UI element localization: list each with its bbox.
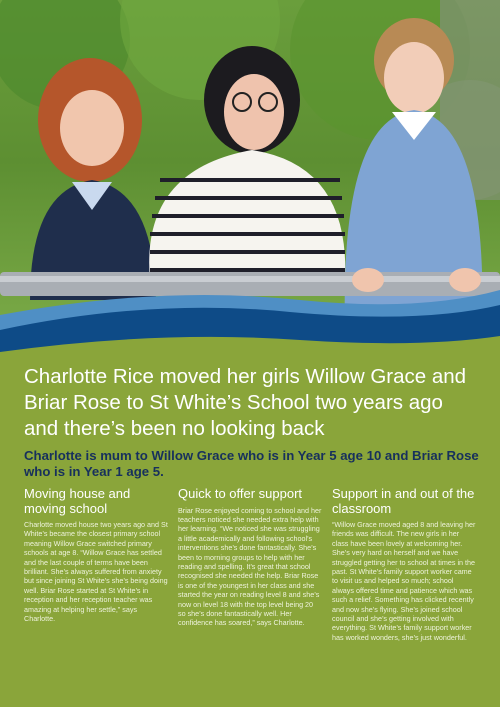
headline-block xyxy=(24,364,480,480)
column-quick-support xyxy=(178,487,322,642)
column-heading: Moving house and moving school xyxy=(24,486,131,516)
column-heading: Support in and out of the classroom xyxy=(332,486,475,516)
column-body: “Willow Grace moved aged 8 and leaving her friends was difficult. The new girls in her class have been lovely at welcoming her. She’s very hard on herself and we have struggled getting her to school at times in the past. St White’s family support worker came to visit us and helped so much; school always offered time and patience which was such a relief. Something has clicked recently and now she’s flying. She’s joined school council and she’s getting involved with everything. St White’s family support worker has worked wonders, she’s just wonderful. xyxy=(332,520,476,642)
article-columns xyxy=(24,487,476,642)
subheadline: Charlotte is mum to Willow Grace who is in Year 5 age 10 and Briar Rose who is in Year 1 age 5. xyxy=(24,448,479,479)
column-classroom-support xyxy=(332,487,476,642)
headline: Charlotte Rice moved her girls Willow Grace and Briar Rose to St White’s School two years ago and there’s been no looking back xyxy=(24,365,467,440)
column-body: Briar Rose enjoyed coming to school and her teachers noticed she needed extra help with her learning. “We noticed she was struggling a little academically and following school’s interventions she’s done fantastically. She’s been to morning groups to help with her reading and spelling. It’s great that school recognised she needed the help. Briar Rose is one of the youngest in her class and she started the year on reading level 8 and she’s now on level 18 with the top level being 20 so she’s done fantastically well. Her confidence has soared,” says Charlotte. xyxy=(178,505,322,628)
column-body: Charlotte moved house two years ago and St White’s became the closest primary school meaning Willow Grace switched primary schools at age 8. “Willow Grace has settled and the last couple of terms have been brilliant. She’s always suffered from anxiety but since joining St White’s she’s being doing well. Briar Rose started at St White’s in reception and her reception teacher was amazing at helping her settle,” says Charlotte. xyxy=(24,520,168,624)
column-moving-house xyxy=(24,487,168,642)
column-heading: Quick to offer support xyxy=(178,486,303,501)
